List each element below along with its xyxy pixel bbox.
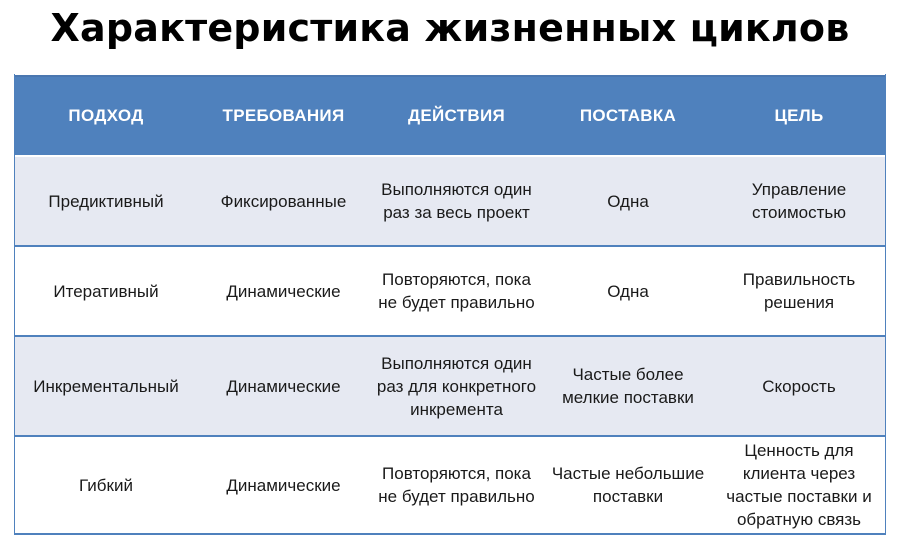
cell-requirements: Фиксированные [197,156,370,246]
page-title: Характеристика жизненных циклов [50,6,850,50]
table-row [15,436,885,534]
cell-goal: Управление стоимостью [713,156,885,246]
cell-goal: Скорость [713,336,885,436]
header-delivery: ПОСТАВКА [543,76,713,156]
cell-actions: Повторяются, пока не будет правильно [370,246,543,336]
header-actions: ДЕЙСТВИЯ [370,76,543,156]
cell-requirements: Динамические [197,336,370,436]
lifecycle-table [15,75,885,535]
cell-delivery: Одна [543,246,713,336]
cell-requirements: Динамические [197,246,370,336]
cell-requirements: Динамические [197,436,370,534]
cell-goal: Ценность для клиента через частые поставки и обратную связь [713,436,885,534]
cell-goal: Правильность решения [713,246,885,336]
table-row [15,156,885,246]
cell-actions: Повторяются, пока не будет правильно [370,436,543,534]
cell-actions: Выполняются один раз для конкретного инкремента [370,336,543,436]
cell-approach: Предиктивный [15,156,197,246]
header-approach: ПОДХОД [15,76,197,156]
cell-approach: Инкрементальный [15,336,197,436]
cell-actions: Выполняются один раз за весь проект [370,156,543,246]
cell-delivery: Частые более мелкие поставки [543,336,713,436]
cell-approach: Гибкий [15,436,197,534]
cell-delivery: Частые небольшие поставки [543,436,713,534]
header-goal: ЦЕЛЬ [713,76,885,156]
table-row [15,336,885,436]
table-header-row [15,76,885,156]
header-requirements: ТРЕБОВАНИЯ [197,76,370,156]
cell-approach: Итеративный [15,246,197,336]
cell-delivery: Одна [543,156,713,246]
table-row [15,246,885,336]
